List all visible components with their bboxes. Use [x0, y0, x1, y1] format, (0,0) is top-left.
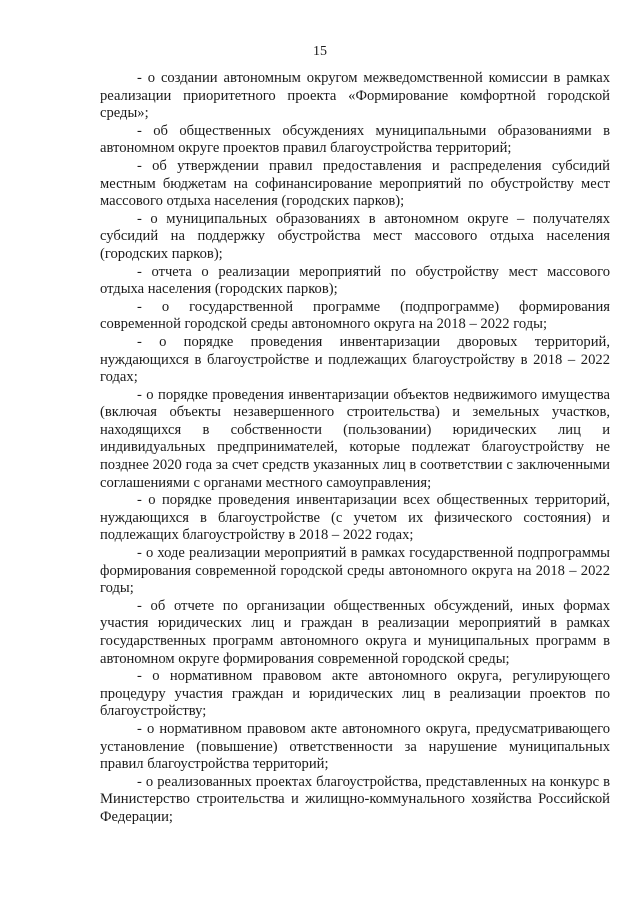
- list-item: - о порядке проведения инвентаризации всех общественных территорий, нуждающихся в благоустройстве (с учетом их физического состояния) и подлежащих благоустройству в 2018 – 2022 годах;: [100, 492, 610, 544]
- list-item: - о реализованных проектах благоустройства, представленных на конкурс в Министерство строительства и жилищно-коммунального хозяйства Российской Федерации;: [100, 773, 610, 825]
- list-item: - о муниципальных образованиях в автономном округе – получателях субсидий на поддержку обустройства мест массового отдыха населения (городских парков);: [100, 210, 610, 262]
- list-item: - о нормативном правовом акте автономного округа, предусматривающего установление (повышение) ответственности за нарушение муниципальных правил благоустройства территорий;: [100, 720, 610, 773]
- list-item: - об отчете по организации общественных обсуждений, иных формах участия юридических лиц и граждан в реализации мероприятий в рамках государственных программ автономного округа и муниципальных программ в автономном округе формирования современной городской среды;: [100, 597, 610, 667]
- list-item: - о создании автономным округом межведомственной комиссии в рамках реализации приоритетного проекта «Формирование комфортной городской среды»;: [100, 70, 610, 122]
- list-item: - о ходе реализации мероприятий в рамках государственной подпрограммы формирования современной городской среды автономного округа на 2018 – 2022 годы;: [100, 545, 610, 597]
- list-item: - об общественных обсуждениях муниципальными образованиями в автономном округе проектов правил благоустройства территорий;: [100, 122, 610, 157]
- list-item: - о государственной программе (подпрограмме) формирования современной городской среды автономного округа на 2018 – 2022 годы;: [100, 298, 610, 333]
- list-item: - о нормативном правовом акте автономного округа, регулирующего процедуру участия граждан и юридических лиц в реализации проектов по благоустройству;: [100, 668, 610, 720]
- page-number: 15: [313, 44, 327, 59]
- list-item: - о порядке проведения инвентаризации объектов недвижимого имущества (включая объекты незавершенного строительства) и земельных участков, находящихся в собственности (пользовании) юридических лиц и индивидуальных предпринимателей, которые подлежат благоустройству не позднее 2020 года за счет средств указанных лиц в соответствии с заключенными соглашениями с органами местного самоуправления;: [100, 386, 610, 491]
- list-item: - о порядке проведения инвентаризации дворовых территорий, нуждающихся в благоустройстве и подлежащих благоустройству в 2018 – 2022 годах;: [100, 333, 610, 386]
- list-item: - отчета о реализации мероприятий по обустройству мест массового отдыха населения (городских парков);: [100, 263, 610, 298]
- document-body: [100, 70, 610, 827]
- list-item: - об утверждении правил предоставления и распределения субсидий местным бюджетам на софинансирование мероприятий по обустройству мест массового отдыха населения (городских парков);: [100, 157, 610, 210]
